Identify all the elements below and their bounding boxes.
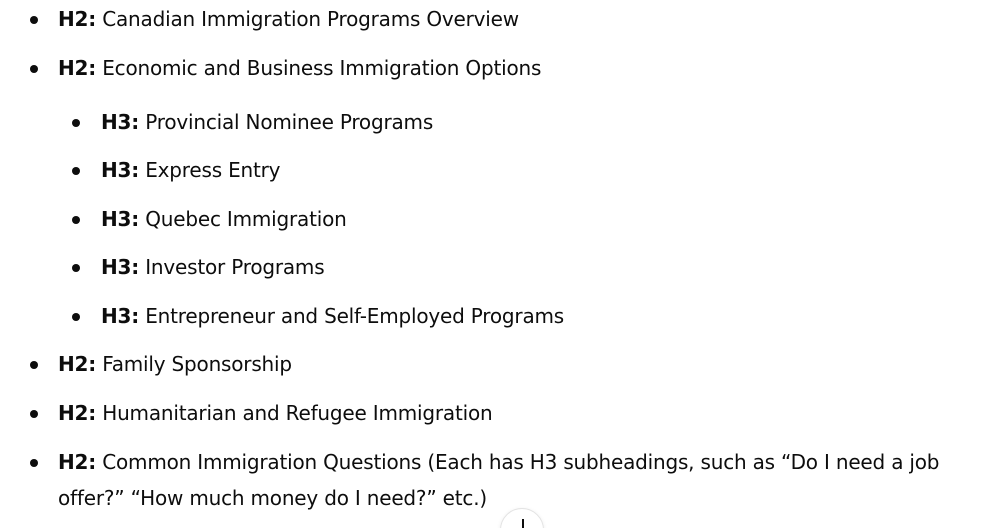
bullet-icon [72, 119, 80, 127]
bullet-icon [72, 167, 80, 175]
heading-level-tag: H2: [58, 352, 97, 376]
heading-level-tag: H2: [58, 401, 97, 425]
bullet-icon [30, 459, 38, 467]
list-item-h2 [58, 50, 541, 86]
bullet-icon [72, 264, 80, 272]
list-item-h3 [101, 104, 433, 140]
list-item-h2 [58, 395, 492, 431]
heading-level-tag: H3: [101, 207, 140, 231]
list-item-text: Canadian Immigration Programs Overview [102, 7, 519, 31]
list-item-h2 [58, 1, 519, 37]
list-item-h3 [101, 201, 347, 237]
arrow-down-icon [522, 519, 524, 528]
heading-level-tag: H2: [58, 56, 97, 80]
list-item-text: Investor Programs [145, 255, 325, 279]
bullet-icon [30, 65, 38, 73]
list-item-text: Entrepreneur and Self-Employed Programs [145, 304, 565, 328]
list-item-text: Humanitarian and Refugee Immigration [102, 401, 493, 425]
bullet-icon [30, 361, 38, 369]
heading-level-tag: H3: [101, 255, 140, 279]
list-item-text: Family Sponsorship [102, 352, 292, 376]
list-item-h2 [58, 346, 292, 382]
list-item-h3 [101, 249, 324, 285]
bullet-icon [72, 313, 80, 321]
list-item-h2 [58, 444, 988, 516]
list-item-h3 [101, 152, 280, 188]
bullet-icon [72, 216, 80, 224]
list-item-h3 [101, 298, 564, 334]
bullet-icon [30, 16, 38, 24]
list-item-text: Express Entry [145, 158, 281, 182]
list-item-text: Quebec Immigration [145, 207, 347, 231]
heading-level-tag: H2: [58, 450, 97, 474]
list-item-text: Common Immigration Questions (Each has H3 subheadings, such as “Do I need a job offer?” “How much money do I need?” etc.) [58, 450, 940, 510]
heading-level-tag: H2: [58, 7, 97, 31]
list-item-text: Economic and Business Immigration Options [102, 56, 542, 80]
heading-level-tag: H3: [101, 158, 140, 182]
list-item-text: Provincial Nominee Programs [145, 110, 434, 134]
heading-level-tag: H3: [101, 110, 140, 134]
heading-level-tag: H3: [101, 304, 140, 328]
bullet-icon [30, 410, 38, 418]
